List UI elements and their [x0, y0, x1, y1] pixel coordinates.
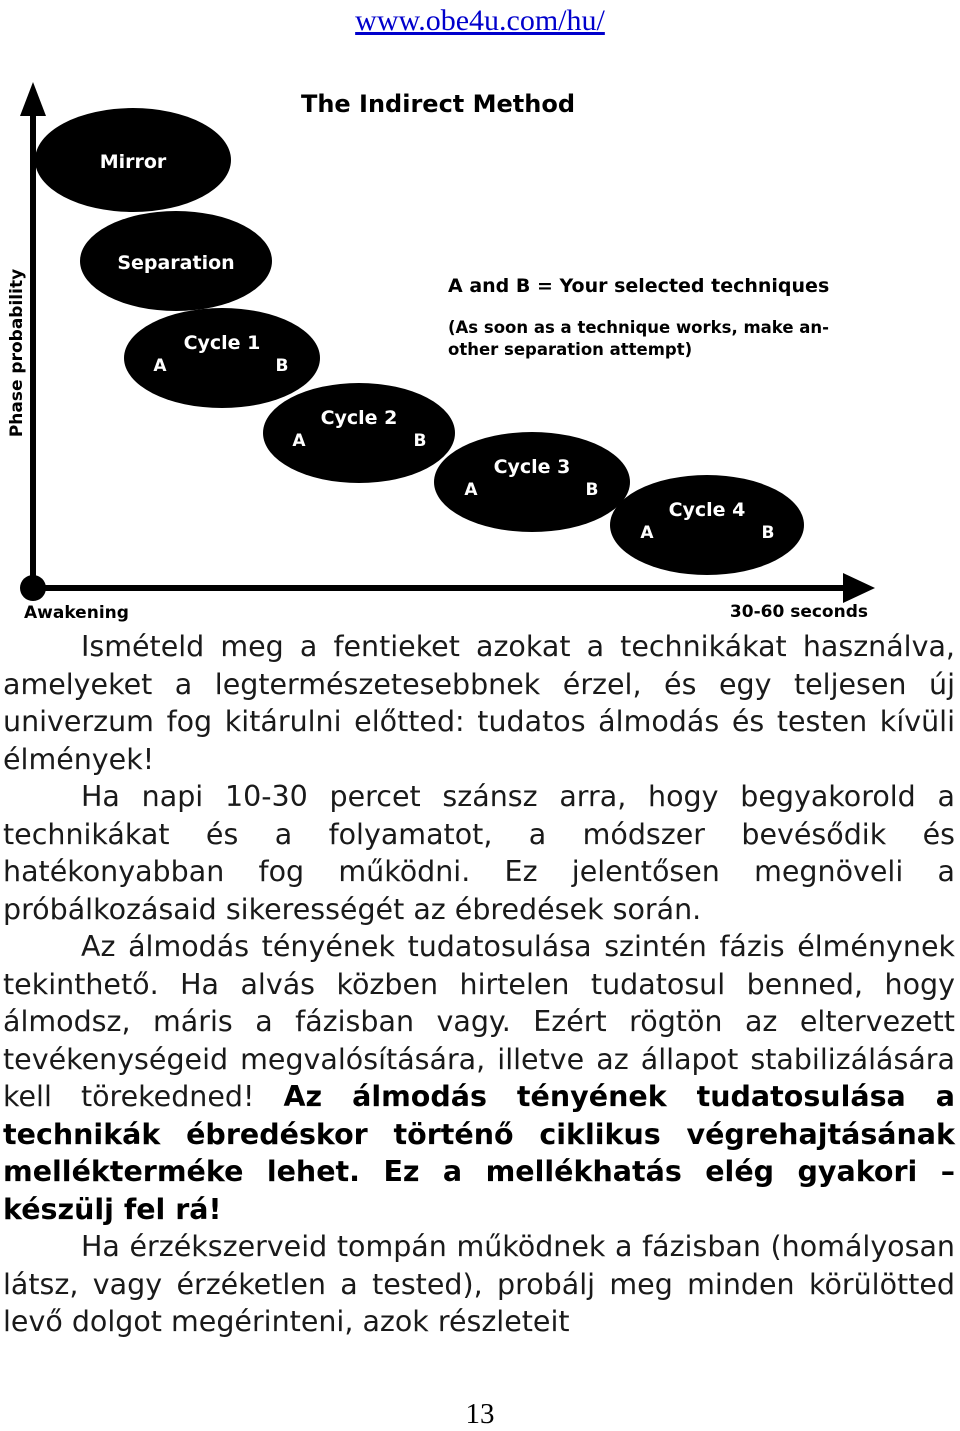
cycle4-label: Cycle 4: [668, 499, 746, 521]
cycle4-a-label: A: [640, 523, 654, 543]
x-axis-arrowhead: [843, 573, 875, 603]
cycle1-a-label: A: [153, 356, 167, 376]
paragraph-3: [3, 928, 955, 1228]
y-axis: [30, 110, 36, 590]
legend-note-line2: other separation attempt): [448, 340, 693, 359]
cycle1-b-label: B: [275, 356, 289, 376]
x-axis: [33, 585, 848, 591]
paragraph-3-normal: Az álmodás tényének tudatosulása szintén fázis élménynek tekinthető. Ha alvás közben hirtelen tudatosul benned, hogy álmodsz, máris a fázisban vagy. Ezért rögtön az eltervezett tevékenységeid megvalósítására, illetve az állapot stabilizálására kell törekedned!: [3, 930, 955, 1113]
cycle2-a-label: A: [292, 431, 306, 451]
separation-label: Separation: [117, 252, 235, 274]
paragraph-4: Ha érzékszerveid tompán működnek a fázisban (homályosan látsz, vagy érzéketlen a tested), probálj meg minden körülötted levő dolgot megérinteni, azok részleteit: [3, 1230, 955, 1338]
cycle2-label: Cycle 2: [320, 407, 398, 429]
paragraph-1: Ismételd meg a fentieket azokat a technikákat használva, amelyeket a legtermészetesebbnek érzel, és egy teljesen új univerzum fog kitárulni előtted: tudatos álmodás és testen kívüli élmények!: [3, 630, 955, 776]
cycle1-label: Cycle 1: [183, 332, 261, 354]
cycle3-ellipse: [434, 432, 630, 532]
page-number: 13: [465, 1398, 495, 1430]
origin-dot: [20, 575, 46, 601]
cycle3-label: Cycle 3: [493, 456, 571, 478]
indirect-method-diagram: [0, 70, 960, 635]
cycle3-a-label: A: [464, 480, 478, 500]
cycle2-b-label: B: [413, 431, 427, 451]
cycle3-b-label: B: [585, 480, 599, 500]
mirror-label: Mirror: [99, 151, 167, 173]
paragraph-2: Ha napi 10-30 percet szánsz arra, hogy begyakorold a technikákat és a folyamatot, a módszer bevésődik és hatékonyabban fog működni. Ez jelentősen megnöveli a próbálkozásaid sikerességét az ébredések során.: [3, 780, 955, 926]
cycle4-ellipse: [610, 475, 804, 575]
legend-title: A and B = Your selected techniques: [448, 275, 830, 297]
y-axis-arrowhead: [20, 82, 46, 116]
x-axis-end-label: 30-60 seconds: [729, 602, 868, 622]
cycle4-b-label: B: [761, 523, 775, 543]
x-axis-start-label: Awakening: [24, 603, 129, 623]
legend-note-line1: (As soon as a technique works, make an-: [448, 318, 829, 337]
y-axis-label: Phase probability: [7, 268, 27, 438]
paragraph-3-bold: Az álmodás tényének tudatosulása a technikák ébredéskor történő ciklikus végrehajtásának mellékterméke lehet. Ez a mellékhatás elég gyakori – készülj fel rá!: [3, 1080, 955, 1226]
diagram-title: The Indirect Method: [300, 90, 576, 118]
body-text: [3, 628, 955, 1341]
source-url-link[interactable]: www.obe4u.com/hu/: [355, 4, 605, 37]
